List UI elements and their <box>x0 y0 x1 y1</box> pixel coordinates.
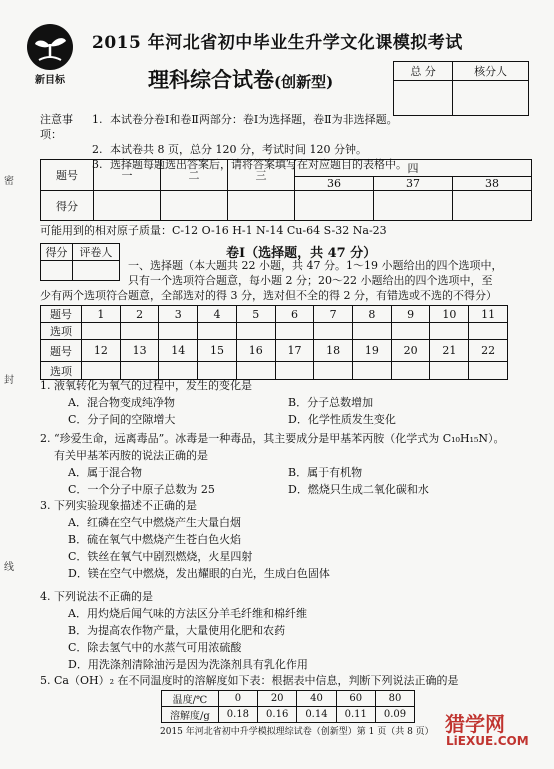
reviewer-label: 核分人 <box>453 62 529 81</box>
option-b[interactable]: B．属于有机物 <box>288 466 363 479</box>
page-footer: 2015 年河北省初中升学模拟理综试卷（创新型）第 1 页（共 8 页） <box>160 727 434 737</box>
solubility-value: 0.11 <box>336 707 375 723</box>
answer-num: 16 <box>236 340 275 362</box>
answer-num: 12 <box>82 340 121 362</box>
score-table-score-label: 得分 <box>41 191 94 221</box>
option-a[interactable]: A．属于混合物 <box>68 466 142 479</box>
answer-num: 22 <box>469 340 508 362</box>
reviewer-cell[interactable] <box>453 81 529 116</box>
section-instructions <box>40 258 520 303</box>
answer-cell[interactable] <box>236 323 275 340</box>
option-c[interactable]: C．分子间的空隙增大 <box>68 413 176 426</box>
score-table <box>40 159 532 221</box>
score-cell[interactable] <box>161 191 228 221</box>
answer-cell[interactable] <box>314 323 353 340</box>
atomic-masses: 可能用到的相对原子质量：C-12 O-16 H-1 N-14 Cu-64 S-32 Na-23 <box>40 224 387 237</box>
temp-label: 温度/℃ <box>162 691 219 707</box>
instr-line: 少有两个选项符合题意，全部选对的得 3 分，选对但不全的得 2 分，有错选或不选的不得分） <box>40 289 497 302</box>
answer-cell[interactable] <box>391 323 430 340</box>
solubility-value: 0.14 <box>297 707 336 723</box>
question-2 <box>40 430 505 498</box>
score-table-col: 38 <box>453 177 532 191</box>
score-table-col: 三 <box>228 160 295 191</box>
answer-cell[interactable] <box>430 362 469 380</box>
side-mark: 封 <box>4 375 14 386</box>
score-cell[interactable] <box>453 191 532 221</box>
temp-value: 80 <box>375 691 414 707</box>
watermark-url: LiEXUE.COM <box>446 734 529 748</box>
answer-cell[interactable] <box>469 362 508 380</box>
instructions-heading: 注意事项： <box>40 113 73 141</box>
paper-type: (创新型) <box>274 73 334 91</box>
question-stem: 1. 液氧转化为氧气的过程中，发生的变化是 <box>40 379 252 392</box>
question-1 <box>40 377 396 428</box>
score-table-col: 一 <box>94 160 161 191</box>
answer-num: 10 <box>430 306 469 323</box>
option-c[interactable]: C．铁丝在氧气中剧烈燃烧，火星四射 <box>68 550 253 563</box>
answer-num: 21 <box>430 340 469 362</box>
option-d[interactable]: D．化学性质发生变化 <box>288 413 396 426</box>
option-a[interactable]: A．用灼烧后闻气味的方法区分羊毛纤维和棉纤维 <box>68 607 307 620</box>
answer-cell[interactable] <box>275 323 314 340</box>
answer-question-label: 题号 <box>41 340 82 362</box>
answer-table <box>40 305 508 380</box>
question-stem: 2. “珍爱生命，远离毒品”。冰毒是一种毒品，其主要成分是甲基苯丙胺（化学式为 C₁₀H₁₅N）。 <box>40 432 505 445</box>
answer-cell[interactable] <box>159 323 198 340</box>
note-text: 本试卷共 8 页，总分 120 分，考试时间 120 分钟。 <box>110 143 367 156</box>
answer-num: 7 <box>314 306 353 323</box>
note-text: 本试卷分卷Ⅰ和卷Ⅱ两部分：卷Ⅰ为选择题，卷Ⅱ为非选择题。 <box>110 113 398 126</box>
score-table-col: 37 <box>374 177 453 191</box>
answer-cell[interactable] <box>430 323 469 340</box>
answer-cell[interactable] <box>469 323 508 340</box>
answer-num: 14 <box>159 340 198 362</box>
solubility-value: 0.09 <box>375 707 414 723</box>
scorer-score-label: 得分 <box>41 244 73 261</box>
solubility-value: 0.18 <box>218 707 257 723</box>
watermark-logo: 猎学网 <box>445 712 505 736</box>
instr-line: 只有一个选项符合题意，每小题 2 分；20～22 小题给出的四个选项中，至 <box>128 274 493 287</box>
answer-cell[interactable] <box>120 323 159 340</box>
total-score-box <box>393 61 529 116</box>
temp-value: 0 <box>218 691 257 707</box>
answer-num: 9 <box>391 306 430 323</box>
answer-option-label: 选项 <box>41 323 82 340</box>
question-5 <box>40 672 458 689</box>
temp-value: 20 <box>258 691 297 707</box>
option-a[interactable]: A．混合物变成纯净物 <box>68 396 175 409</box>
answer-num: 15 <box>198 340 237 362</box>
option-a[interactable]: A．红磷在空气中燃烧产生大量白烟 <box>68 516 241 529</box>
answer-num: 1 <box>82 306 121 323</box>
answer-cell[interactable] <box>82 323 121 340</box>
answer-num: 5 <box>236 306 275 323</box>
score-cell[interactable] <box>374 191 453 221</box>
option-b[interactable]: B．硫在氧气中燃烧产生苍白色火焰 <box>68 533 242 546</box>
answer-option-label: 选项 <box>41 362 82 380</box>
score-cell[interactable] <box>295 191 374 221</box>
exam-title: 2015 年河北省初中毕业生升学文化课模拟考试 <box>92 33 463 53</box>
answer-cell[interactable] <box>391 362 430 380</box>
answer-num: 17 <box>275 340 314 362</box>
score-table-col: 二 <box>161 160 228 191</box>
option-b[interactable]: B．为提高农作物产量，大量使用化肥和农药 <box>68 624 286 637</box>
question-3 <box>40 497 330 582</box>
question-4 <box>40 588 308 673</box>
paper-name: 理科综合试卷 <box>148 67 274 92</box>
option-c[interactable]: C．一个分子中原子总数为 25 <box>68 483 215 496</box>
side-mark: 线 <box>4 562 14 573</box>
answer-num: 8 <box>353 306 392 323</box>
note-number: 1. <box>92 113 103 126</box>
temp-value: 60 <box>336 691 375 707</box>
answer-cell[interactable] <box>353 323 392 340</box>
option-d[interactable]: D．燃烧只生成二氧化碳和水 <box>288 483 429 496</box>
note-number: 2. <box>92 143 103 156</box>
answer-num: 18 <box>314 340 353 362</box>
option-d[interactable]: D．镁在空气中燃烧，发出耀眼的白光，生成白色固体 <box>68 567 330 580</box>
scorer-reviewer-label: 评卷人 <box>72 244 119 261</box>
answer-num: 6 <box>275 306 314 323</box>
question-stem: 5. Ca（OH）₂ 在不同温度时的溶解度如下表：根据表中信息，判断下列说法正确的是 <box>40 674 459 687</box>
option-b[interactable]: B．分子总数增加 <box>288 396 374 409</box>
total-score-label: 总 分 <box>394 62 453 81</box>
answer-num: 4 <box>198 306 237 323</box>
answer-num: 19 <box>353 340 392 362</box>
section-title: 卷Ⅰ（选择题，共 47 分） <box>226 246 377 261</box>
solubility-value: 0.16 <box>258 707 297 723</box>
score-table-question-label: 题号 <box>41 160 94 191</box>
solubility-table <box>161 690 415 723</box>
total-score-cell[interactable] <box>394 81 453 116</box>
question-stem-cont: 有关甲基苯丙胺的说法正确的是 <box>54 449 208 462</box>
option-d[interactable]: D．用洗涤剂清除油污是因为洗涤剂具有乳化作用 <box>68 658 308 671</box>
answer-num: 2 <box>120 306 159 323</box>
logo <box>22 24 78 84</box>
instr-line: 一、选择题（本大题共 22 小题，共 47 分。1～19 小题给出的四个选项中， <box>128 259 503 272</box>
temp-value: 40 <box>297 691 336 707</box>
answer-question-label: 题号 <box>41 306 82 323</box>
answer-num: 20 <box>391 340 430 362</box>
score-table-col: 36 <box>295 177 374 191</box>
score-cell[interactable] <box>94 191 161 221</box>
score-cell[interactable] <box>228 191 295 221</box>
logo-name: 新目标 <box>35 75 65 86</box>
note-text: 选择题每题选出答案后，请将答案填写在对应题目的表格中。 <box>110 158 407 171</box>
answer-num: 3 <box>159 306 198 323</box>
answer-num: 11 <box>469 306 508 323</box>
paper-title <box>148 64 333 94</box>
question-stem: 4. 下列说法不正确的是 <box>40 590 153 603</box>
note-number: 3. <box>92 158 103 171</box>
logo-sprout-icon <box>27 24 73 70</box>
question-stem: 3. 下列实验现象描述不正确的是 <box>40 499 197 512</box>
solubility-label: 溶解度/g <box>162 707 219 723</box>
score-table-group: 四 <box>295 160 532 177</box>
answer-cell[interactable] <box>198 323 237 340</box>
side-mark: 密 <box>4 176 14 187</box>
answer-num: 13 <box>120 340 159 362</box>
option-c[interactable]: C．除去氢气中的水蒸气可用浓硫酸 <box>68 641 242 654</box>
